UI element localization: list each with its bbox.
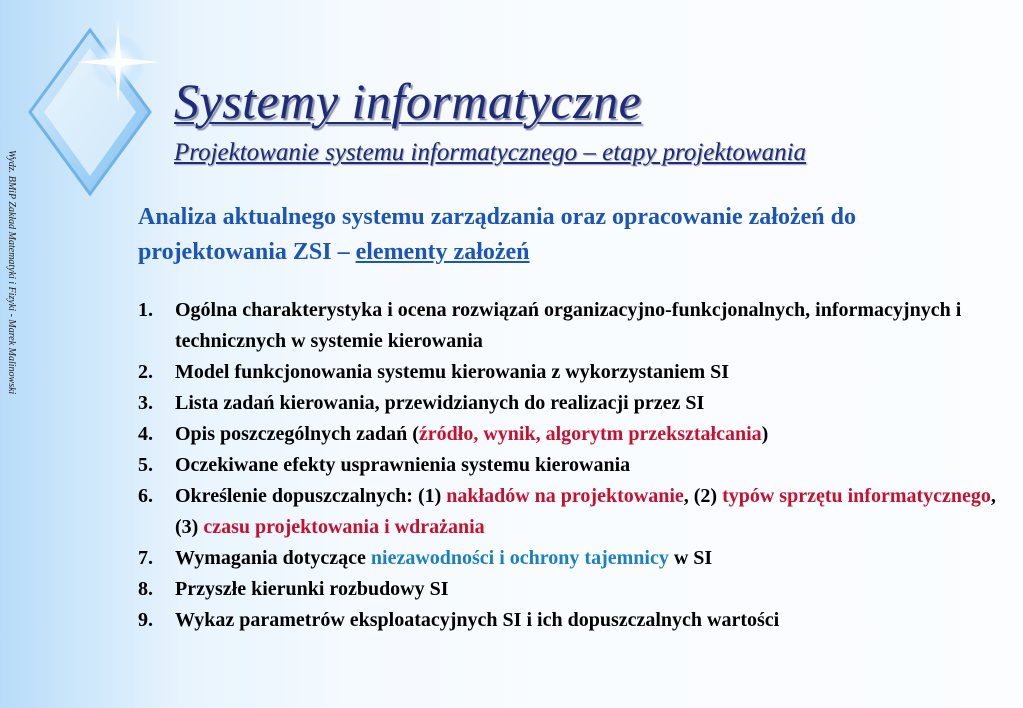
list-item	[138, 295, 998, 357]
list-item-number: 5.	[138, 454, 153, 476]
diamond-star-logo	[0, 0, 180, 210]
list-item-text: Model funkcjonowania systemu kierowania z wykorzystaniem SI	[175, 361, 730, 383]
list-item-text: Wymagania dotyczące	[175, 547, 371, 569]
list-item-number: 9.	[138, 609, 153, 631]
list-item	[138, 574, 998, 605]
list-item	[138, 388, 998, 419]
highlighted-text: nakładów na projektowanie	[446, 485, 684, 507]
slide-title: Systemy informatyczne	[174, 73, 642, 129]
list-item-text: , (2)	[683, 485, 723, 507]
list-item-text: Lista zadań kierowania, przewidzianych do realizacji przez SI	[175, 392, 705, 414]
highlighted-text: źródło, wynik, algorytm przekształcania	[418, 423, 762, 445]
highlighted-text: czasu projektowania i wdrażania	[203, 516, 485, 538]
list-item-number: 8.	[138, 578, 153, 600]
highlighted-text: typów sprzętu informatycznego	[722, 485, 991, 507]
list-item-number: 6.	[138, 485, 153, 507]
heading-text: Analiza aktualnego systemu zarządzania oraz opracowanie założeń do projektowania ZSI –	[138, 204, 856, 265]
list-item	[138, 481, 998, 543]
list-item-text: Określenie dopuszczalnych: (1)	[175, 485, 447, 507]
list-item-text: Oczekiwane efekty usprawnienia systemu kierowania	[175, 454, 631, 476]
list-item-number: 2.	[138, 361, 153, 383]
list-item	[138, 543, 998, 574]
list-item-text: Wykaz parametrów eksploatacyjnych SI i ich dopuszczalnych wartości	[175, 609, 780, 631]
heading-link[interactable]: elementy założeń	[355, 239, 530, 265]
requirements-list	[138, 295, 998, 636]
list-item	[138, 357, 998, 388]
section-heading	[138, 200, 978, 270]
list-item-text: w SI	[668, 547, 713, 569]
side-author-text: Wydz. BMiP Zakład Matematyki i Fizyki - Marek Malinowski	[6, 150, 17, 395]
list-item-number: 4.	[138, 423, 153, 445]
list-item-text: , (3)	[175, 485, 996, 538]
list-item-number: 3.	[138, 392, 153, 414]
list-item-text: Ogólna charakterystyka i ocena rozwiązań organizacyjno-funkcjonalnych, informacyjnych i technicznych w systemie kierowania	[175, 299, 962, 352]
list-item	[138, 450, 998, 481]
slide-subtitle: Projektowanie systemu informatycznego – etapy projektowania	[174, 139, 807, 166]
list-item	[138, 605, 998, 636]
list-item-number: 1.	[138, 299, 153, 321]
list-item-number: 7.	[138, 547, 153, 569]
highlighted-text: niezawodności i ochrony tajemnicy	[370, 547, 669, 569]
list-item-text: )	[761, 423, 769, 445]
list-item-text: Przyszłe kierunki rozbudowy SI	[175, 578, 449, 600]
list-item	[138, 419, 998, 450]
list-item-text: Opis poszczególnych zadań (	[175, 423, 419, 445]
